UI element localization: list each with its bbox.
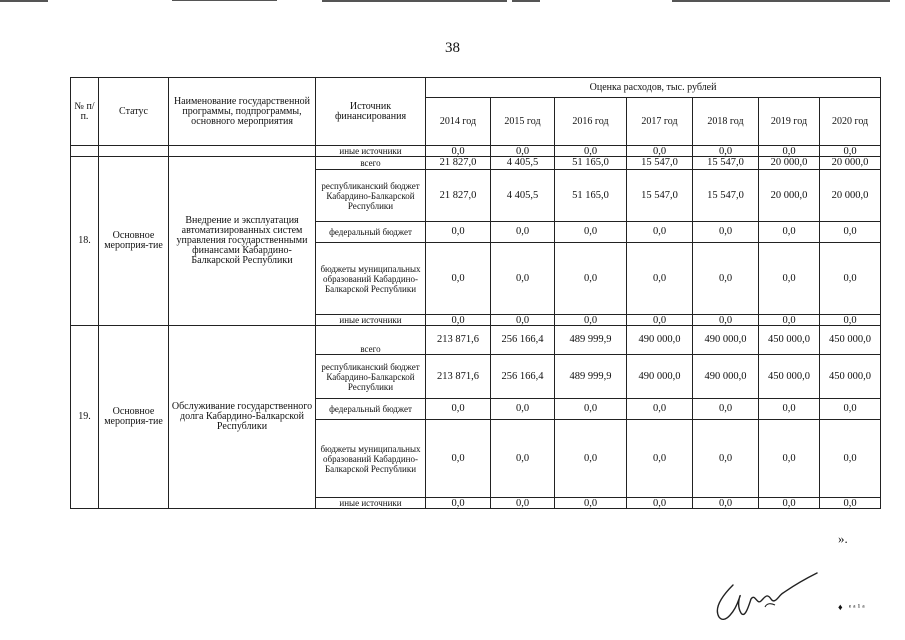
scan-artifact-line: [0, 0, 48, 2]
item-name-cell: Обслуживание государственного долга Кабардино-Балкарской Республики: [169, 326, 316, 509]
value-cell: 0,0: [555, 498, 627, 509]
item-number-cell: 18.: [71, 157, 99, 326]
value-cell: 0,0: [627, 243, 693, 315]
value-cell: 0,0: [759, 146, 820, 157]
value-cell: 0,0: [555, 222, 627, 243]
value-cell: 490 000,0: [627, 355, 693, 399]
value-cell: 0,0: [426, 399, 491, 420]
header-year: 2020 год: [820, 98, 881, 146]
value-cell: 490 000,0: [627, 326, 693, 355]
value-cell: 0,0: [426, 315, 491, 326]
value-cell: 213 871,6: [426, 355, 491, 399]
value-cell: 0,0: [820, 243, 881, 315]
header-year: 2019 год: [759, 98, 820, 146]
header-status: Статус: [99, 78, 169, 146]
value-cell: 0,0: [693, 222, 759, 243]
value-cell: 0,0: [627, 315, 693, 326]
value-cell: 0,0: [627, 146, 693, 157]
value-cell: 0,0: [693, 399, 759, 420]
value-cell: 490 000,0: [693, 326, 759, 355]
item-status-cell: Основное мероприя-тие: [99, 157, 169, 326]
value-cell: 0,0: [627, 498, 693, 509]
value-cell: 256 166,4: [491, 326, 555, 355]
value-cell: 0,0: [759, 498, 820, 509]
value-cell: 450 000,0: [820, 326, 881, 355]
value-cell: 4 405,5: [491, 157, 555, 170]
value-cell: 450 000,0: [759, 355, 820, 399]
value-cell: 21 827,0: [426, 157, 491, 170]
table-row: [71, 157, 881, 170]
header-number: № п/п.: [71, 78, 99, 146]
scan-artifact-line: [172, 0, 277, 1]
value-cell: 0,0: [491, 420, 555, 498]
header-year: 2016 год: [555, 98, 627, 146]
table-row: [71, 326, 881, 355]
value-cell: 0,0: [820, 146, 881, 157]
scan-artifact-line: [512, 0, 540, 2]
value-cell: 0,0: [426, 146, 491, 157]
value-cell: 4 405,5: [491, 170, 555, 222]
header-estimate: Оценка расходов, тыс. рублей: [426, 78, 881, 98]
value-cell: 0,0: [759, 399, 820, 420]
value-cell: 256 166,4: [491, 355, 555, 399]
empty-cell: [99, 146, 169, 157]
value-cell: 20 000,0: [820, 170, 881, 222]
item-number-cell: 19.: [71, 326, 99, 509]
value-cell: 0,0: [491, 243, 555, 315]
source-cell: всего: [316, 326, 426, 355]
value-cell: 20 000,0: [820, 157, 881, 170]
value-cell: 0,0: [491, 146, 555, 157]
value-cell: 489 999,9: [555, 355, 627, 399]
value-cell: 0,0: [693, 315, 759, 326]
header-year: 2014 год: [426, 98, 491, 146]
value-cell: 450 000,0: [759, 326, 820, 355]
header-year: 2015 год: [491, 98, 555, 146]
handwritten-signature: [705, 565, 825, 635]
header-funding-source: Источник финансирования: [316, 78, 426, 146]
value-cell: 20 000,0: [759, 157, 820, 170]
value-cell: 450 000,0: [820, 355, 881, 399]
value-cell: 0,0: [426, 243, 491, 315]
value-cell: 0,0: [491, 315, 555, 326]
value-cell: 20 000,0: [759, 170, 820, 222]
value-cell: 15 547,0: [627, 170, 693, 222]
value-cell: 0,0: [820, 315, 881, 326]
value-cell: 21 827,0: [426, 170, 491, 222]
value-cell: 0,0: [555, 420, 627, 498]
value-cell: 0,0: [555, 399, 627, 420]
item-status-cell: Основное мероприя-тие: [99, 326, 169, 509]
source-cell: бюджеты муниципальных образований Кабардино-Балкарской Республики: [316, 420, 426, 498]
header-program-name: Наименование государственной программы, подпрограммы, основного мероприятия: [169, 78, 316, 146]
source-cell: иные источники: [316, 146, 426, 157]
value-cell: 0,0: [693, 498, 759, 509]
value-cell: 489 999,9: [555, 326, 627, 355]
value-cell: 0,0: [693, 146, 759, 157]
value-cell: 0,0: [555, 243, 627, 315]
value-cell: 0,0: [491, 399, 555, 420]
value-cell: 213 871,6: [426, 326, 491, 355]
value-cell: 0,0: [491, 498, 555, 509]
value-cell: 0,0: [627, 399, 693, 420]
value-cell: 0,0: [555, 315, 627, 326]
budget-table: [70, 77, 881, 509]
value-cell: 0,0: [820, 222, 881, 243]
item-name-cell: Внедрение и эксплуатация автоматизированных систем управления государственными финансами Кабардино-Балкарской Республики: [169, 157, 316, 326]
value-cell: 0,0: [491, 222, 555, 243]
source-cell: федеральный бюджет: [316, 222, 426, 243]
value-cell: 0,0: [693, 420, 759, 498]
source-cell: иные источники: [316, 315, 426, 326]
source-cell: иные источники: [316, 498, 426, 509]
value-cell: 51 165,0: [555, 157, 627, 170]
source-cell: бюджеты муниципальных образований Кабардино-Балкарской Республики: [316, 243, 426, 315]
value-cell: 0,0: [693, 243, 759, 315]
empty-cell: [71, 146, 99, 157]
header-year: 2018 год: [693, 98, 759, 146]
value-cell: 0,0: [820, 420, 881, 498]
source-cell: федеральный бюджет: [316, 399, 426, 420]
scan-artifact-line: [322, 0, 507, 2]
page-number: 38: [445, 40, 460, 56]
value-cell: 51 165,0: [555, 170, 627, 222]
stamp-marks: ♦ ᵉᵃ¹ᵃ: [838, 602, 867, 612]
source-cell: республиканский бюджет Кабардино-Балкарской Республики: [316, 170, 426, 222]
empty-cell: [169, 146, 316, 157]
value-cell: 0,0: [759, 315, 820, 326]
value-cell: 15 547,0: [627, 157, 693, 170]
source-cell: всего: [316, 157, 426, 170]
header-year: 2017 год: [627, 98, 693, 146]
value-cell: 0,0: [426, 222, 491, 243]
table-row: [71, 146, 881, 157]
value-cell: 0,0: [627, 222, 693, 243]
value-cell: 0,0: [759, 243, 820, 315]
value-cell: 0,0: [759, 420, 820, 498]
value-cell: 0,0: [426, 420, 491, 498]
scan-artifact-line: [672, 0, 890, 2]
value-cell: 490 000,0: [693, 355, 759, 399]
value-cell: 0,0: [426, 498, 491, 509]
value-cell: 0,0: [627, 420, 693, 498]
closing-quote-mark: ».: [838, 531, 848, 546]
value-cell: 15 547,0: [693, 170, 759, 222]
value-cell: 0,0: [555, 146, 627, 157]
value-cell: 0,0: [820, 399, 881, 420]
value-cell: 0,0: [820, 498, 881, 509]
value-cell: 15 547,0: [693, 157, 759, 170]
source-cell: республиканский бюджет Кабардино-Балкарской Республики: [316, 355, 426, 399]
value-cell: 0,0: [759, 222, 820, 243]
